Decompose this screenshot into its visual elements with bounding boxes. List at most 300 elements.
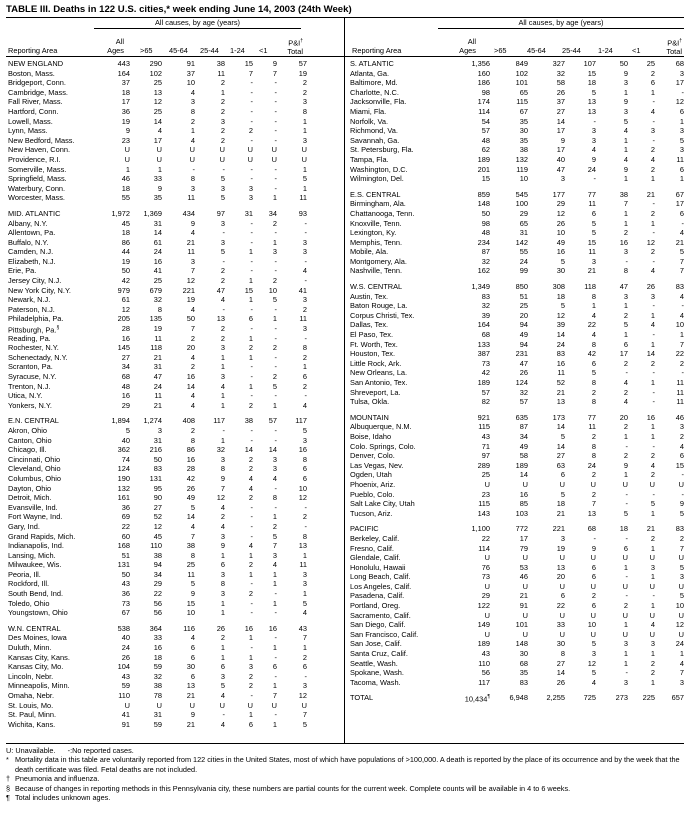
reporting-area-cell: Lexington, Ky. — [350, 228, 397, 238]
value-cell: 273 — [615, 693, 628, 703]
value-cell: 3 — [623, 106, 628, 116]
value-cell: - — [250, 135, 253, 145]
value-cell: 57 — [298, 59, 307, 68]
value-cell: 52 — [153, 512, 162, 522]
value-cell: - — [681, 368, 684, 378]
value-cell: - — [274, 228, 277, 238]
value-cell: 11 — [187, 247, 195, 257]
value-cell: 32 — [153, 671, 162, 681]
value-cell: 12 — [556, 310, 565, 320]
value-cell: - — [222, 228, 225, 238]
value-cell: 8 — [302, 531, 307, 541]
value-cell: 20 — [519, 310, 528, 320]
value-cell: 2 — [220, 126, 225, 136]
value-cell: - — [250, 425, 253, 435]
value-cell: 18 — [556, 291, 565, 301]
reporting-area-cell: Savannah, Ga. — [350, 135, 400, 145]
value-cell: 132 — [117, 483, 130, 493]
value-cell: 9 — [157, 183, 162, 193]
value-cell: - — [625, 591, 628, 601]
value-cell: 2 — [650, 68, 655, 78]
reporting-area-cell: Cleveland, Ohio — [8, 464, 61, 474]
value-cell: 102 — [515, 68, 528, 78]
value-cell: 2 — [679, 533, 684, 543]
value-cell: 7 — [190, 531, 195, 541]
city-row — [348, 320, 684, 330]
value-cell: 8 — [302, 343, 307, 353]
value-cell: 1 — [248, 381, 253, 391]
value-cell: 3 — [650, 291, 655, 301]
value-cell: 34 — [121, 362, 130, 372]
value-cell: 21 — [675, 237, 684, 247]
value-cell: 3 — [560, 533, 565, 543]
value-cell: 36 — [121, 106, 130, 116]
value-cell: 40 — [121, 633, 130, 643]
city-row — [348, 480, 684, 490]
value-cell: - — [274, 502, 277, 512]
value-cell: 221 — [182, 285, 195, 295]
value-cell: 18 — [587, 78, 596, 88]
value-cell: 16 — [121, 333, 130, 343]
value-cell: 31 — [244, 208, 253, 218]
city-row — [6, 286, 342, 296]
value-cell: 59 — [153, 662, 162, 672]
city-row — [348, 117, 684, 127]
value-cell: 17 — [619, 349, 628, 359]
value-cell: 4 — [190, 400, 195, 410]
city-row — [348, 174, 684, 184]
value-cell: 3 — [302, 579, 307, 589]
value-cell: - — [274, 425, 277, 435]
value-cell: 14 — [556, 422, 565, 432]
value-cell: U — [156, 700, 162, 710]
city-row — [348, 422, 684, 432]
value-cell: 110 — [478, 658, 490, 668]
value-cell: 3 — [248, 662, 253, 672]
all-ages-header-right — [452, 37, 476, 55]
reporting-area-cell: Utica, N.Y. — [8, 391, 43, 401]
footnote-mark: ¶ — [487, 694, 490, 701]
value-cell: - — [250, 164, 253, 174]
value-cell: - — [250, 78, 253, 88]
value-cell: 14 — [556, 668, 565, 678]
value-cell: 4 — [248, 483, 253, 493]
value-cell: 6 — [248, 719, 253, 729]
value-cell: 11 — [588, 247, 596, 257]
center-divider — [344, 17, 345, 743]
value-cell: 216 — [149, 445, 162, 455]
value-cell: U — [590, 610, 596, 620]
value-cell: 1 — [220, 652, 225, 662]
value-cell: 5 — [679, 135, 684, 145]
value-cell: 10,434¶ — [464, 694, 490, 704]
value-cell: 1 — [650, 218, 655, 228]
value-cell: 2 — [302, 652, 307, 662]
value-cell: 2 — [248, 400, 253, 410]
value-cell: 3 — [302, 97, 307, 107]
value-cell: 14 — [556, 116, 565, 126]
value-cell: 143 — [477, 508, 490, 518]
value-cell: 1 — [650, 543, 655, 553]
city-row — [348, 591, 684, 601]
value-cell: 117 — [478, 677, 490, 687]
value-cell: 114 — [478, 106, 490, 116]
value-cell: 10 — [675, 601, 684, 611]
value-cell: - — [304, 218, 307, 228]
age-25-44-header-right: 25-44 — [562, 46, 581, 55]
value-cell: 18 — [121, 87, 130, 97]
value-cell: 2 — [623, 228, 628, 238]
value-cell: 2 — [248, 671, 253, 681]
value-cell: - — [652, 301, 655, 311]
value-cell: 635 — [515, 412, 528, 422]
city-row — [348, 219, 684, 229]
value-cell: 387 — [477, 349, 490, 359]
city-row — [6, 522, 342, 532]
reporting-area-cell: Detroit, Mich. — [8, 493, 52, 503]
value-cell: 6 — [623, 543, 628, 553]
value-cell: 9 — [220, 541, 225, 551]
value-cell: 6 — [302, 464, 307, 474]
value-cell: 186 — [477, 78, 490, 88]
value-cell: 42 — [587, 349, 596, 359]
value-cell: - — [222, 304, 225, 314]
value-cell: 7 — [679, 266, 684, 276]
value-cell: 13 — [556, 397, 565, 407]
value-cell: 10 — [268, 285, 277, 295]
value-cell: - — [274, 78, 277, 88]
value-cell: 6 — [190, 643, 195, 653]
value-cell: 3 — [220, 531, 225, 541]
city-row — [6, 643, 342, 653]
value-cell: 38 — [519, 145, 528, 155]
value-cell: 79 — [519, 543, 528, 553]
footnote-text: U: Unavailable. -:No reported cases. — [6, 746, 134, 755]
value-cell: 10 — [587, 620, 596, 630]
city-row — [6, 126, 342, 136]
value-cell: 164 — [477, 320, 490, 330]
reporting-area-cell: Nashville, Tenn. — [350, 266, 403, 276]
value-cell: - — [681, 489, 684, 499]
reporting-area-cell: Trenton, N.J. — [8, 381, 51, 391]
value-cell: U — [484, 610, 490, 620]
city-row — [348, 330, 684, 340]
value-cell: 5 — [591, 639, 596, 649]
value-cell: 16 — [244, 623, 253, 633]
city-row — [348, 78, 684, 88]
value-cell: 8 — [190, 550, 195, 560]
value-cell: 2 — [623, 310, 628, 320]
reporting-area-cell: Tucson, Ariz. — [350, 508, 393, 518]
value-cell: 38 — [153, 550, 162, 560]
value-cell: - — [250, 521, 253, 531]
value-cell: 68 — [587, 524, 596, 534]
value-cell: 2 — [220, 324, 225, 334]
value-cell: 12 — [153, 97, 162, 107]
value-cell: 8 — [272, 493, 277, 503]
value-cell: 8 — [591, 441, 596, 451]
value-cell: U — [678, 581, 684, 591]
value-cell: 221 — [552, 524, 565, 534]
city-row — [348, 601, 684, 611]
city-row — [6, 276, 342, 286]
value-cell: 3 — [220, 116, 225, 126]
footnote-text: Because of changes in reporting methods in this Pennsylvania city, these numbers are partial counts for the current week. Complete counts will be available in 4 to 6 weeks. — [15, 783, 571, 793]
value-cell: - — [652, 489, 655, 499]
value-cell: 37 — [556, 97, 565, 107]
value-cell: 78 — [153, 691, 162, 700]
value-cell: 4 — [190, 304, 195, 314]
reporting-area-cell: Tulsa, Okla. — [350, 397, 390, 407]
value-cell: 4 — [220, 381, 225, 391]
value-cell: 48 — [481, 228, 490, 238]
value-cell: 13 — [587, 97, 596, 107]
left-panel — [6, 59, 342, 729]
value-cell: U — [484, 479, 490, 489]
value-cell: 33 — [153, 633, 162, 643]
value-cell: 115 — [478, 422, 490, 432]
value-cell: 142 — [515, 237, 528, 247]
value-cell: 39 — [481, 310, 490, 320]
value-cell: 5 — [190, 502, 195, 512]
value-cell: 1 — [650, 649, 655, 659]
value-cell: 2 — [591, 470, 596, 480]
value-cell: 17 — [675, 199, 684, 209]
value-cell: 2 — [591, 591, 596, 601]
city-row — [348, 145, 684, 155]
city-row — [6, 560, 342, 570]
value-cell: 67 — [121, 608, 130, 618]
value-cell: 1 — [220, 400, 225, 410]
city-row — [6, 541, 342, 551]
value-cell: 87 — [481, 247, 490, 257]
value-cell: 11 — [299, 314, 307, 324]
value-cell: 3 — [220, 454, 225, 464]
value-cell: 4 — [650, 154, 655, 164]
value-cell: 29 — [481, 591, 490, 601]
value-cell: 1,972 — [111, 208, 130, 218]
value-cell: 41 — [153, 266, 162, 276]
city-row — [6, 88, 342, 98]
city-row — [348, 451, 684, 461]
value-cell: 21 — [646, 189, 655, 199]
value-cell: 25 — [153, 276, 162, 286]
value-cell: - — [274, 671, 277, 681]
value-cell: 6,948 — [509, 693, 528, 703]
value-cell: 21 — [556, 508, 565, 518]
reporting-area-cell: Elizabeth, N.J. — [8, 256, 56, 266]
value-cell: 1 — [272, 719, 277, 729]
value-cell: 2 — [272, 218, 277, 228]
value-cell: 168 — [117, 541, 130, 551]
city-row — [348, 165, 684, 175]
value-cell: 5 — [302, 719, 307, 729]
reporting-area-cell: Paterson, N.J. — [8, 304, 55, 314]
value-cell: 43 — [481, 431, 490, 441]
value-cell: 1 — [248, 569, 253, 579]
value-cell: - — [274, 608, 277, 618]
city-row — [348, 88, 684, 98]
city-row — [348, 611, 684, 621]
value-cell: 1 — [623, 135, 628, 145]
city-row — [6, 155, 342, 165]
value-cell: - — [274, 352, 277, 362]
reporting-area-header-left: Reporting Area — [8, 46, 58, 55]
value-cell: 91 — [121, 719, 130, 729]
value-cell: 8 — [591, 397, 596, 407]
value-cell: 2 — [302, 512, 307, 522]
value-cell: 205 — [117, 314, 130, 324]
value-cell: 190 — [117, 473, 130, 483]
value-cell: 231 — [515, 349, 528, 359]
table-title: TABLE III. Deaths in 122 U.S. cities,* week ending June 14, 2003 (24th Week) — [6, 4, 352, 15]
value-cell: 5 — [560, 431, 565, 441]
value-cell: 46 — [519, 572, 528, 582]
value-cell: 2 — [650, 470, 655, 480]
city-row — [348, 432, 684, 442]
value-cell: 98 — [481, 218, 490, 228]
reporting-area-cell: South Bend, Ind. — [8, 589, 64, 599]
city-row — [6, 238, 342, 248]
value-cell: 1 — [220, 362, 225, 372]
value-cell: 11 — [676, 378, 684, 387]
value-cell: - — [304, 333, 307, 343]
value-cell: 32 — [153, 295, 162, 305]
value-cell: 1 — [248, 247, 253, 257]
value-cell: U — [622, 479, 628, 489]
age-45-64-header-right: 45-64 — [527, 46, 546, 55]
value-cell: 1 — [272, 579, 277, 589]
value-cell: 35 — [519, 668, 528, 678]
value-cell: 7 — [302, 633, 307, 643]
reporting-area-cell: Chattanooga, Tenn. — [350, 208, 415, 218]
value-cell: 15 — [481, 174, 490, 184]
value-cell: 2 — [190, 425, 195, 435]
city-row — [348, 257, 684, 267]
pi-total-header-left — [279, 37, 303, 56]
value-cell: 4 — [623, 378, 628, 387]
reporting-area-cell: MID. ATLANTIC — [8, 208, 61, 218]
value-cell: 55 — [121, 193, 130, 203]
value-cell: 5 — [302, 174, 307, 184]
value-cell: 3 — [591, 126, 596, 136]
reporting-area-cell: Kansas City, Mo. — [8, 662, 64, 672]
value-cell: 17 — [675, 78, 684, 88]
value-cell: U — [559, 479, 565, 489]
value-cell: - — [250, 218, 253, 228]
value-cell: 1 — [248, 352, 253, 362]
city-row — [6, 653, 342, 663]
value-cell: 6 — [679, 451, 684, 461]
value-cell: 16 — [153, 643, 162, 653]
value-cell: U — [522, 610, 528, 620]
value-cell: - — [304, 276, 307, 286]
reporting-area-cell: Pueblo, Colo. — [350, 489, 395, 499]
value-cell: 101 — [515, 620, 528, 630]
value-cell: - — [593, 533, 596, 543]
value-cell: 1 — [650, 310, 655, 320]
value-cell: - — [250, 266, 253, 276]
reporting-area-cell: MOUNTAIN — [350, 412, 389, 422]
city-row — [348, 668, 684, 678]
value-cell: 20 — [619, 412, 628, 422]
value-cell: 30 — [186, 662, 195, 672]
reporting-area-cell: San Diego, Calif. — [350, 620, 406, 630]
value-cell: - — [274, 116, 277, 126]
value-cell: 11 — [676, 387, 684, 397]
footnote — [6, 774, 684, 783]
value-cell: 67 — [519, 106, 528, 116]
value-cell: 83 — [519, 677, 528, 687]
value-cell: - — [274, 106, 277, 116]
value-cell: 1 — [650, 677, 655, 687]
city-row — [6, 464, 342, 474]
value-cell: 14 — [153, 228, 162, 238]
value-cell: 22 — [153, 589, 162, 599]
value-cell: 2 — [302, 87, 307, 97]
value-cell: 4 — [623, 154, 628, 164]
value-cell: 2 — [650, 668, 655, 678]
value-cell: 2 — [248, 454, 253, 464]
value-cell: 289 — [477, 460, 490, 470]
footnote — [6, 784, 684, 793]
value-cell: 33 — [556, 620, 565, 630]
value-cell: 14 — [268, 445, 277, 455]
value-cell: 7 — [679, 543, 684, 553]
city-row — [6, 720, 342, 730]
value-cell: 4 — [302, 400, 307, 410]
value-cell: - — [274, 266, 277, 276]
value-cell: 23 — [481, 489, 490, 499]
value-cell: 1 — [125, 164, 130, 174]
value-cell: 1 — [679, 174, 684, 184]
value-cell: 2 — [272, 372, 277, 381]
value-cell: 63 — [556, 460, 565, 470]
all-causes-header-right: All causes, by age (years) — [438, 18, 684, 29]
value-cell: 3 — [623, 291, 628, 301]
value-cell: 5 — [302, 598, 307, 608]
city-row — [6, 117, 342, 127]
city-row — [348, 397, 684, 407]
value-cell: U — [559, 610, 565, 620]
value-cell: 6 — [302, 662, 307, 672]
value-cell: 161 — [117, 493, 130, 503]
value-cell: 3 — [679, 68, 684, 78]
value-cell: 3 — [650, 562, 655, 572]
value-cell: - — [652, 397, 655, 407]
value-cell: 68 — [675, 59, 684, 68]
value-cell: U — [484, 629, 490, 639]
value-cell: 5 — [679, 562, 684, 572]
reporting-area-cell: Shreveport, La. — [350, 387, 401, 397]
value-cell: 921 — [477, 412, 490, 422]
city-row — [348, 499, 684, 509]
value-cell: 3 — [302, 324, 307, 334]
value-cell: - — [304, 502, 307, 512]
value-cell: 4 — [157, 126, 162, 136]
city-row — [6, 353, 342, 363]
value-cell: 33 — [153, 174, 162, 184]
footnote-symbol: ¶ — [6, 793, 10, 803]
value-cell: - — [652, 330, 655, 340]
value-cell: 30 — [519, 126, 528, 136]
value-cell: 14 — [244, 445, 253, 455]
value-cell: 28 — [121, 324, 130, 334]
value-cell: 1 — [679, 116, 684, 126]
value-cell: 4 — [220, 295, 225, 305]
reporting-area-cell: Allentown, Pa. — [8, 228, 56, 238]
city-row — [348, 649, 684, 659]
